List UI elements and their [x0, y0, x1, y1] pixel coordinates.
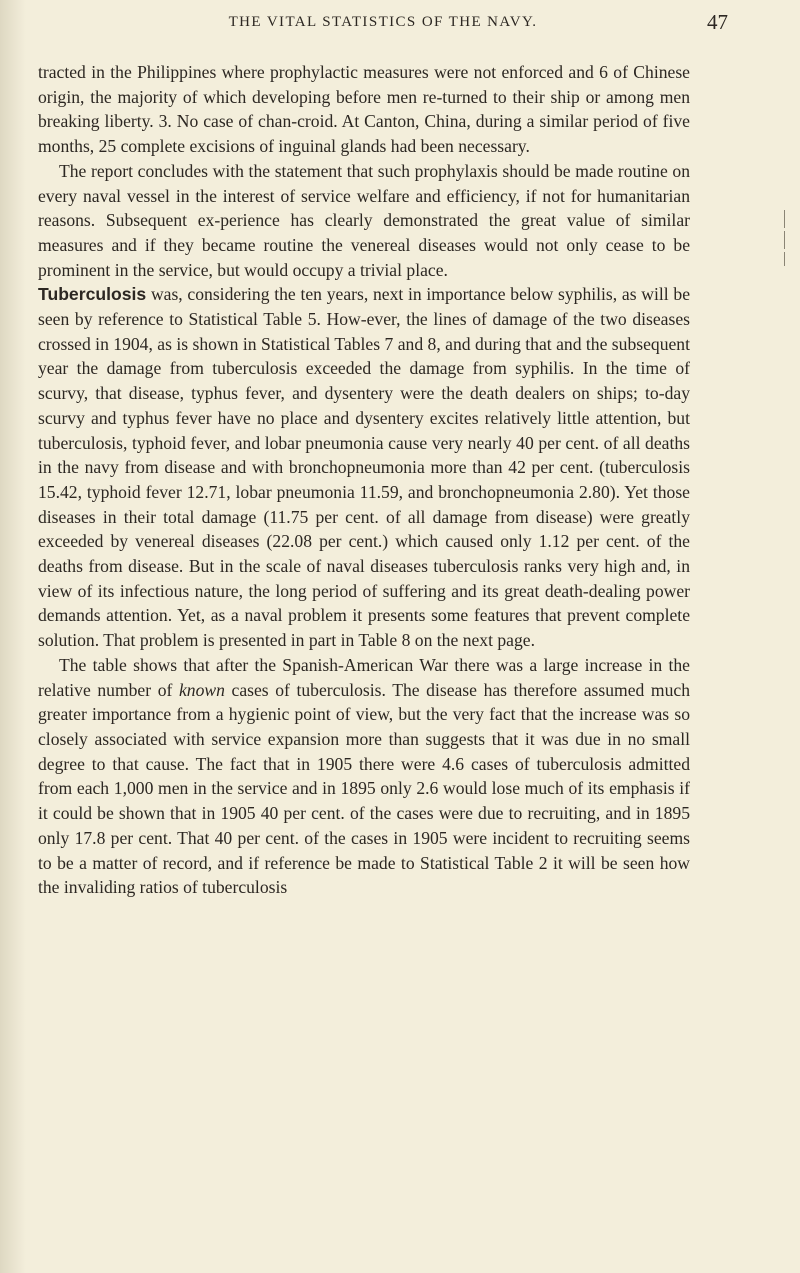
paragraph-4-text-a: The table shows that after the Spanish-American War there was a large increase in the relative number of: [38, 654, 690, 700]
paragraph-1: tracted in the Philippines where prophylactic measures were not enforced and 6 of Chinese origin, the majority of which developing before men re-turned to their ship or among men breaking liberty. 3. No case of chan-croid. At Canton, China, during a similar period of five months, 25 complete excisions of inguinal glands had been necessary.: [38, 62, 690, 157]
paragraph-4: [38, 653, 690, 900]
margin-marks: [784, 210, 794, 270]
page-header: [38, 10, 728, 42]
paragraph-4-text-b: cases of tuberculosis. The disease has therefore assumed much greater importance from a hygienic point of view, but the very fact that the increase was so closely associated with service expansion more than suggests that it was due in no small degree to that cause. The fact that in 1905 there were 4.6 cases of tuberculosis admitted from each 1,000 men in the service and in 1895 only 2.6 would lose much of its emphasis if it could be shown that in 1905 40 per cent. of the cases were due to recruiting, and in 1895 only 17.8 per cent. That 40 per cent. of the cases in 1905 were incident to recruiting seems to be a matter of record, and if reference be made to Statistical Table 2 it will be seen how the invaliding ratios of tuberculosis: [38, 679, 690, 898]
paragraph-3-text: was, considering the ten years, next in importance below syphilis, as will be seen by reference to Statistical Table 5. How-ever, the lines of damage of the two diseases crossed in 1904, as is shown in Statistical Tables 7 and 8, and during that and the subsequent year the damage from tuberculosis exceeded the damage from syphilis. In the time of scurvy, that disease, typhus fever, and dysentery were the death dealers on ships; to-day scurvy and typhus fever have no place and dysentery excites relatively little attention, but tuberculosis, typhoid fever, and lobar pneumonia cause very nearly 40 per cent. of all deaths in the navy from disease and with bronchopneumonia more than 42 per cent. (tuberculosis 15.42, typhoid fever 12.71, lobar pneumonia 11.59, and bronchopneumonia 2.80). Yet those diseases in their total damage (11.75 per cent. of all damage from disease) were greatly exceeded by venereal diseases (22.08 per cent.) which caused only 1.12 per cent. of the deaths from disease. But in the scale of naval diseases tuberculosis ranks very high and, in view of its infectious nature, the long period of suffering and its great death-dealing power demands attention. Yet, as a naval problem it presents some features that prevent complete solution. That problem is presented in part in Table 8 on the next page.: [38, 284, 690, 651]
paragraph-3: [38, 282, 690, 653]
page-number: 47: [707, 10, 728, 34]
running-head: THE VITAL STATISTICS OF THE NAVY.: [228, 14, 538, 30]
body-text: [38, 60, 690, 900]
paragraph-2: The report concludes with the statement that such prophylaxis should be made routine on every naval vessel in the interest of service welfare and efficiency, if not for humanitarian reasons. Subsequent ex-perience has clearly demonstrated the great value of similar measures and if they became routine the venereal diseases would not only cease to be prominent in the service, but would occupy a trivial place.: [38, 160, 690, 280]
emphasis-known: known: [178, 679, 225, 700]
page-edge-shadow: [0, 0, 26, 1273]
section-heading-tuberculosis: Tuberculosis: [38, 284, 147, 305]
